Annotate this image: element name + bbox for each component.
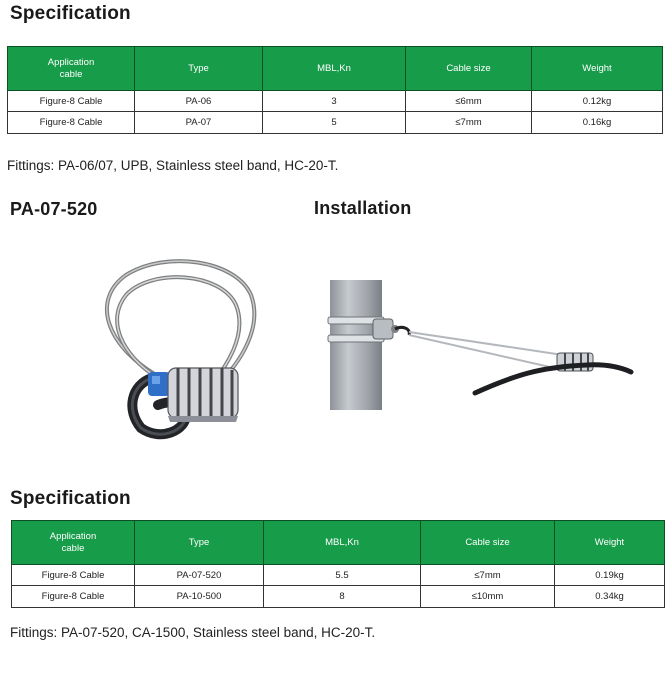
spec2-title: Specification xyxy=(10,488,131,509)
spec1-fittings: Fittings: PA-06/07, UPB, Stainless steel band, HC-20-T. xyxy=(7,158,339,173)
table-cell: Figure-8 Cable xyxy=(8,91,135,112)
table-cell: ≤6mm xyxy=(406,91,532,112)
spec2-fittings: Fittings: PA-07-520, CA-1500, Stainless steel band, HC-20-T. xyxy=(10,625,376,640)
table-row xyxy=(12,586,665,608)
table-cell: 0.12kg xyxy=(532,91,663,112)
table-cell: ≤7mm xyxy=(406,112,532,134)
spec2-header-mbl: MBL,Kn xyxy=(264,521,421,565)
table-cell: PA-06 xyxy=(135,91,263,112)
spec1-header-cable-size: Cable size xyxy=(406,47,532,91)
installation-photo xyxy=(325,275,635,415)
spec1-header-weight: Weight xyxy=(532,47,663,91)
table-row xyxy=(8,91,663,112)
table-cell: 3 xyxy=(263,91,406,112)
table-row xyxy=(8,112,663,134)
spec2-header-type: Type xyxy=(135,521,264,565)
table-cell: PA-07-520 xyxy=(135,565,264,586)
table-row xyxy=(12,565,665,586)
spec1-header-type: Type xyxy=(135,47,263,91)
table-cell: ≤7mm xyxy=(421,565,555,586)
spec2-header-row xyxy=(12,521,665,565)
spec2-header-cable-size: Cable size xyxy=(421,521,555,565)
spec2-header-weight: Weight xyxy=(555,521,665,565)
spec1-title: Specification xyxy=(10,3,131,24)
table-cell: 5.5 xyxy=(264,565,421,586)
spec2-table xyxy=(11,520,665,608)
spec1-header-mbl: MBL,Kn xyxy=(263,47,406,91)
table-cell: Figure-8 Cable xyxy=(12,586,135,608)
table-cell: 0.34kg xyxy=(555,586,665,608)
spec1-header-row xyxy=(8,47,663,91)
product-title: PA-07-520 xyxy=(10,199,98,219)
table-cell: 0.16kg xyxy=(532,112,663,134)
table-cell: 5 xyxy=(263,112,406,134)
product-photo xyxy=(86,250,286,450)
table-cell: 8 xyxy=(264,586,421,608)
table-cell: ≤10mm xyxy=(421,586,555,608)
table-cell: PA-10-500 xyxy=(135,586,264,608)
table-cell: Figure-8 Cable xyxy=(8,112,135,134)
table-cell: 0.19kg xyxy=(555,565,665,586)
spec1-header-application-cable: Application cable xyxy=(8,47,135,91)
spec2-header-application-cable: Application cable xyxy=(12,521,135,565)
table-cell: Figure-8 Cable xyxy=(12,565,135,586)
table-cell: PA-07 xyxy=(135,112,263,134)
spec1-table xyxy=(7,46,663,134)
installation-title: Installation xyxy=(314,198,412,218)
